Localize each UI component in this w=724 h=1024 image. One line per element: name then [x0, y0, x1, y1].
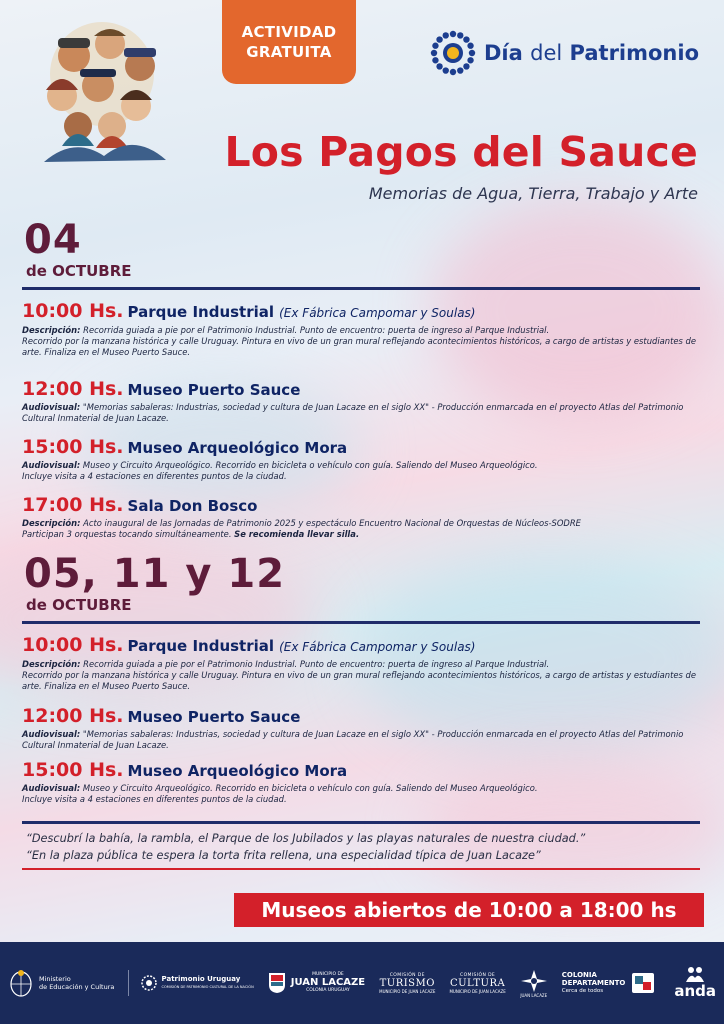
free-activity-badge — [222, 0, 356, 84]
event-place: Sala Don Bosco — [127, 497, 258, 515]
ministerio-line-2: de Educación y Cultura — [39, 983, 115, 991]
event-place: Museo Puerto Sauce — [127, 381, 301, 399]
juan-lacaze-sub: JUAN LACAZE — [520, 992, 548, 998]
turismo-caption: COMISIÓN DE — [389, 972, 425, 978]
sponsors-footer — [0, 942, 724, 1024]
event-place: Parque Industrial — [127, 637, 275, 655]
event-time: 12:00 Hs. — [22, 705, 124, 727]
sun-ray — [469, 50, 475, 56]
muni-name: JUAN LACAZE — [290, 977, 366, 988]
brand-patrimonio: Patrimonio — [569, 41, 700, 65]
sun-icon — [428, 28, 478, 78]
sun-ray — [457, 67, 463, 73]
sun-ray — [432, 43, 438, 49]
event-place: Parque Industrial — [127, 303, 275, 321]
event-text-2: Incluye visita a 4 estaciones en diferentes puntos de la ciudad. — [22, 471, 287, 481]
turismo-name: TURISMO — [379, 977, 435, 989]
heritage-people-illustration — [32, 14, 172, 164]
date-day: 04 — [24, 217, 82, 263]
event-text: Acto inaugural de las Jornadas de Patrimonio 2025 y espectáculo Encuentro Nacional de Orquestas de Núcleos-SODRE — [83, 518, 581, 528]
event-time: 15:00 Hs. — [22, 436, 124, 458]
logo-municipio-juan-lacaze — [268, 971, 365, 995]
turismo-sub: MUNICIPIO DE JUAN LACAZE — [379, 988, 436, 994]
date-day: 05, 11 y 12 — [24, 551, 286, 597]
cultura-sub: MUNICIPIO DE JUAN LACAZE — [449, 988, 506, 994]
colonia-line-3: Cerca de todos — [561, 988, 604, 994]
sun-ray — [467, 57, 473, 63]
brand-del: del — [530, 41, 563, 65]
event-label: Audiovisual: — [22, 783, 81, 793]
event-text: "Memorias sabaleras: Industrias, sociedad y cultura de Juan Lacaze en el siglo XX" - Producción enmarcada en el proyecto Atlas del Patrimonio Cultural Inmaterial de Juan Lacaze. — [22, 729, 684, 750]
sun-ray — [450, 69, 456, 75]
sun-ray — [463, 63, 469, 69]
patrimonio-line-2: COMISIÓN DE PATRIMONIO CULTURAL DE LA NACIÓN — [161, 985, 254, 989]
quote-2: “En la plaza pública te espera la torta frita rellena, una especialidad típica de Juan Lacaze” — [26, 849, 541, 862]
event-time: 12:00 Hs. — [22, 378, 124, 400]
sun-ray — [436, 63, 442, 69]
event-time: 10:00 Hs. — [22, 300, 124, 322]
event-time: 15:00 Hs. — [22, 759, 124, 781]
header — [0, 0, 724, 210]
badge-line-2: GRATUITA — [246, 43, 332, 61]
event-text-2: Participan 3 orquestas tocando simultáneamente. — [22, 529, 232, 539]
event-text: Recorrida guiada a pie por el Patrimonio Industrial. Punto de encuentro: puerta de ingreso al Parque Industrial. — [83, 659, 550, 669]
event-text: Museo y Circuito Arqueológico. Recorrido en bicicleta o vehículo con guía. Saliendo del Museo Arqueológico. — [82, 460, 538, 470]
sun-ray — [431, 50, 437, 56]
date-month: de OCTUBRE — [26, 596, 132, 614]
museum-hours-banner: Museos abiertos de 10:00 a 18:00 hs — [234, 893, 704, 927]
event-place: Museo Puerto Sauce — [127, 708, 301, 726]
logo-ministerio — [8, 969, 114, 997]
quote-1: “Descubrí la bahía, la rambla, el Parque de los Jubilados y las playas naturales de nuestra ciudad.” — [26, 832, 586, 845]
event-label: Descripción: — [22, 518, 81, 528]
event-item — [22, 759, 698, 805]
event-place: Museo Arqueológico Mora — [127, 762, 348, 780]
municipio-shield-icon — [268, 972, 286, 994]
illustration-credit — [36, 166, 96, 180]
logo-juan-lacaze — [520, 969, 548, 998]
event-item — [22, 494, 698, 540]
colonia-emblem-icon — [631, 972, 655, 994]
event-label: Audiovisual: — [22, 729, 81, 739]
event-label: Descripción: — [22, 325, 81, 335]
event-item — [22, 436, 698, 482]
event-text: "Memorias sabaleras: Industrias, sociedad y cultura de Juan Lacaze en el siglo XX" - Producción enmarcada en el proyecto Atlas del Patrimonio Cultural Inmaterial de Juan Lacaze. — [22, 402, 684, 423]
event-text-2: Incluye visita a 4 estaciones en diferentes puntos de la ciudad. — [22, 794, 287, 804]
sun-ray — [463, 36, 469, 42]
colonia-line-1: COLONIA — [561, 971, 597, 979]
sun-ray — [467, 43, 473, 49]
date-block-2 — [24, 552, 285, 614]
ministerio-line-1: Ministerio — [39, 975, 71, 983]
quotes-block — [26, 830, 585, 864]
event-bold-note: Se recomienda llevar silla. — [234, 529, 360, 539]
page-title: Los Pagos del Sauce — [224, 128, 698, 176]
event-text-2: Recorrido por la manzana histórica y calle Uruguay. Pintura en vivo de un gran mural reflejando acontecimientos históricos, a cargo de artistas y estudiantes de arte. Finaliza en el Museo Puerto Sauce. — [22, 670, 697, 691]
date-month: de OCTUBRE — [26, 262, 132, 280]
cultura-name: CULTURA — [449, 977, 506, 989]
event-label: Audiovisual: — [22, 402, 81, 412]
muni-caption: MUNICIPIO DE — [312, 972, 344, 977]
event-item — [22, 378, 698, 424]
divider-red — [22, 868, 700, 870]
event-note: (Ex Fábrica Campomar y Soulas) — [279, 306, 476, 320]
sun-ray — [450, 31, 456, 37]
event-time: 10:00 Hs. — [22, 634, 124, 656]
muni-sub: COLONIA URUGUAY — [306, 988, 350, 993]
badge-line-1: ACTIVIDAD — [241, 23, 337, 41]
date-block-1 — [24, 218, 132, 280]
dia-del-patrimonio-logo — [428, 28, 699, 78]
brand-day: Día — [484, 41, 523, 65]
logo-comision-turismo — [379, 973, 435, 994]
anda-people-icon — [685, 966, 705, 982]
compass-star-icon — [520, 969, 548, 993]
coat-of-arms-icon — [8, 969, 34, 997]
patrimonio-line-1: Patrimonio Uruguay — [161, 975, 241, 983]
event-item — [22, 300, 698, 358]
logo-comision-cultura — [449, 973, 505, 994]
sun-ray — [443, 67, 449, 73]
sun-ray — [443, 32, 449, 38]
event-item — [22, 634, 698, 692]
logo-patrimonio-uruguay — [141, 975, 254, 991]
event-note: (Ex Fábrica Campomar y Soulas) — [279, 640, 476, 654]
event-text: Recorrida guiada a pie por el Patrimonio Industrial. Punto de encuentro: puerta de ingreso al Parque Industrial. — [83, 325, 550, 335]
logo-colonia-departamento — [562, 971, 661, 995]
divider — [22, 821, 700, 824]
sun-ray — [457, 32, 463, 38]
sun-ray — [432, 57, 438, 63]
event-label: Audiovisual: — [22, 460, 81, 470]
event-label: Descripción: — [22, 659, 81, 669]
anda-text: anda — [674, 982, 716, 1000]
divider — [22, 621, 700, 624]
sun-ray — [436, 36, 442, 42]
event-time: 17:00 Hs. — [22, 494, 124, 516]
logo-anda — [674, 966, 716, 1000]
cultura-caption: COMISIÓN DE — [460, 972, 496, 978]
event-text-2: Recorrido por la manzana histórica y calle Uruguay. Pintura en vivo de un gran mural reflejando acontecimientos históricos, a cargo de artistas y estudiantes de arte. Finaliza en el Museo Puerto Sauce. — [22, 336, 697, 357]
page-subtitle: Memorias de Agua, Tierra, Trabajo y Arte — [368, 184, 698, 203]
colonia-line-2: DEPARTAMENTO — [561, 979, 626, 987]
divider — [22, 287, 700, 290]
event-text: Museo y Circuito Arqueológico. Recorrido en bicicleta o vehículo con guía. Saliendo del Museo Arqueológico. — [82, 783, 538, 793]
event-place: Museo Arqueológico Mora — [127, 439, 348, 457]
event-item — [22, 705, 698, 751]
patrimonio-sun-icon — [141, 975, 157, 991]
